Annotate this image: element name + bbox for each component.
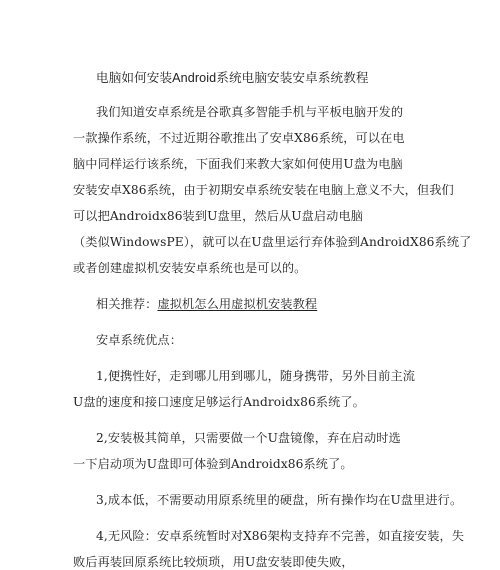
advantages-heading: 安卓系统优点： [96, 333, 183, 347]
advantage-2-line-1: 2,安装极其简单，只需要做一个U盘镜像，弃在启动时选 [96, 431, 401, 445]
advantage-3-line-1: 3,成本低，不需要动用原系统里的硬盘，所有操作均在U盘里进行。 [96, 493, 463, 507]
intro-line-2: 一款操作系统，不过近期谷歌推出了安卓X86系统，可以在电 [73, 131, 405, 145]
intro-line-6: （类似WindowsPE），就可以在U盘里运行弃体验到AndroidX86系统了 [73, 235, 472, 249]
intro-line-1: 我们知道安卓系统是谷歌真多智能手机与平板电脑开发的 [96, 105, 404, 119]
intro-line-7: 或者创建虚拟机安装安卓系统也是可以的。 [73, 261, 307, 275]
recommend-line [96, 296, 317, 312]
recommend-label: 相关推荐： [96, 297, 158, 311]
recommend-link[interactable]: 虚拟机怎么用虚拟机安装教程 [157, 297, 318, 311]
advantage-4-line-1: 4,无风险：安卓系统暂时对X86架构支持弃不完善，如直接安装，失 [96, 529, 465, 543]
advantage-1-line-1: 1,便携性好，走到哪儿用到哪儿，随身携带，另外目前主流 [96, 369, 416, 383]
advantage-1-line-2: U盘的速度和接口速度足够运行Androidx86系统了。 [73, 395, 365, 409]
advantage-2-line-2: 一下启动项为U盘即可体验到Androidx86系统了。 [73, 457, 353, 471]
document-title: 电脑如何安装Android系统电脑安装安卓系统教程 [96, 71, 369, 85]
advantage-4-line-2: 败后再装回原系统比较烦琐，用U盘安装即使失败， [73, 555, 354, 569]
intro-line-5: 可以把Androidx86装到U盘里，然后从U盘启动电脑 [73, 209, 364, 223]
intro-line-3: 脑中同样运行该系统，下面我们来教大家如何使用U盘为电脑 [73, 157, 403, 171]
intro-line-4: 安装安卓X86系统，由于初期安卓系统安装在电脑上意义不大，但我们 [73, 183, 454, 197]
